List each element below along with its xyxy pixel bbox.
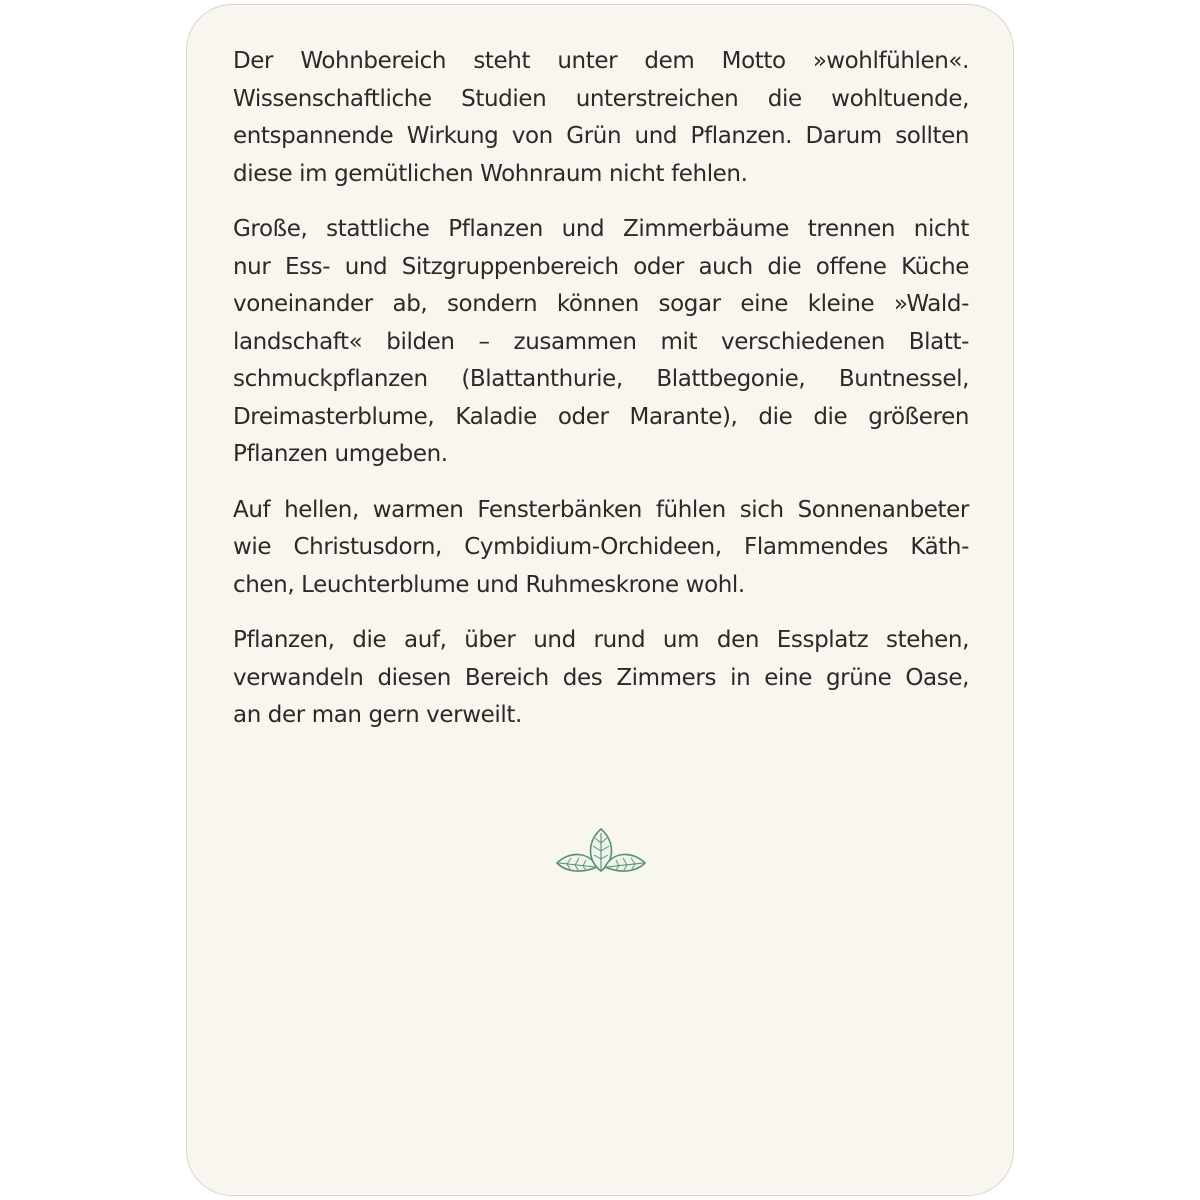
paragraph-4	[233, 622, 969, 735]
text-line: Pflanzen umgeben.	[233, 441, 448, 467]
text-line: Auf hellen, warmen Fensterbänken fühlen sich Sonnenanbeter	[233, 496, 969, 523]
text-line: an der man gern verweilt.	[233, 702, 522, 728]
card	[186, 4, 1014, 1196]
text-line: Dreimasterblume, Kaladie oder Marante), die die größeren	[233, 403, 969, 430]
text-line: wie Christusdorn, Cymbidium-Orchideen, Flammendes Käth-	[233, 534, 969, 560]
text-line: entspannende Wirkung von Grün und Pflanzen. Darum sollten	[233, 123, 969, 149]
leaf-ornament-icon	[555, 827, 647, 883]
card-text	[233, 43, 969, 753]
text-line: nur Ess- und Sitzgruppenbereich oder auch die offene Küche	[233, 253, 969, 280]
text-line: chen, Leuchterblume und Ruhmeskrone wohl.	[233, 571, 745, 598]
text-line: landschaft« bilden – zusammen mit verschiedenen Blatt-	[233, 328, 969, 355]
text-line: voneinander ab, sondern können sogar eine kleine »Wald-	[233, 291, 969, 317]
paragraph-1	[233, 43, 969, 193]
paragraph-2	[233, 211, 969, 474]
text-line: Pflanzen, die auf, über und rund um den Essplatz stehen,	[233, 627, 969, 653]
text-line: verwandeln diesen Bereich des Zimmers in eine grüne Oase,	[233, 664, 969, 691]
text-line: Große, stattliche Pflanzen und Zimmerbäume trennen nicht	[233, 216, 969, 242]
text-line: diese im gemütlichen Wohnraum nicht fehlen.	[233, 160, 748, 187]
text-line: Wissenschaftliche Studien unterstreichen die wohltuende,	[233, 85, 969, 112]
text-line: schmuckpflanzen (Blattanthurie, Blattbegonie, Buntnessel,	[233, 366, 969, 392]
text-line: Der Wohnbereich steht unter dem Motto »wohlfühlen«.	[233, 48, 969, 74]
paragraph-3	[233, 492, 969, 605]
